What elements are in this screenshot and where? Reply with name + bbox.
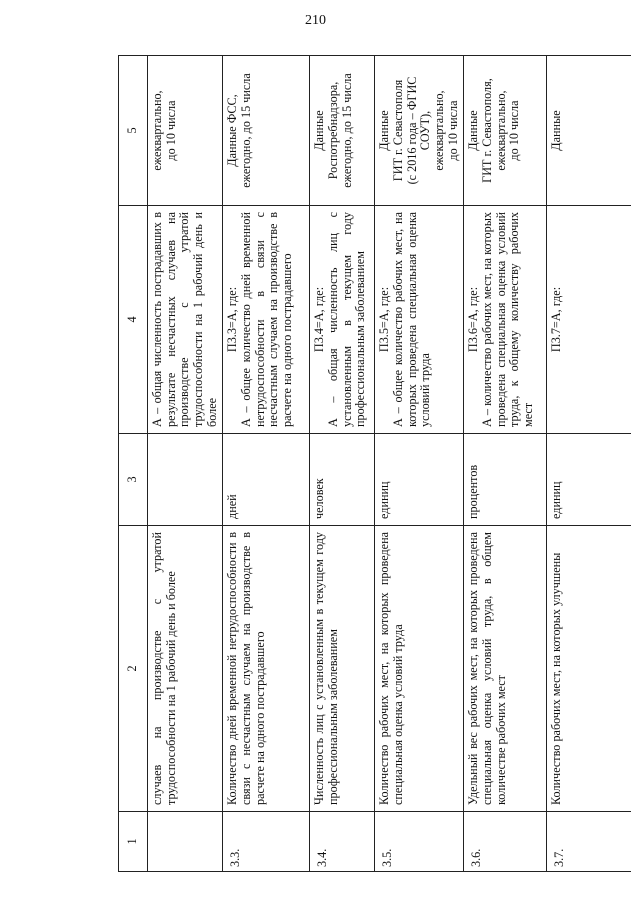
formula-cell [310,206,375,434]
source-line: Данные [466,110,481,151]
source-line: до 10 числа [507,100,522,161]
source-line: Данные ФСС, [225,94,240,167]
formula-cell [547,206,631,434]
source-line: ежегодно, до 15 числа [238,73,253,188]
row-number: 3.6. [464,812,547,872]
formula-desc: А – общая численность лиц с установленным в текущем году профессиональным заболеванием [325,212,368,427]
source-cell [223,56,310,206]
unit-cell [148,434,223,526]
formula-desc: А – общая численность пострадавших в результате несчастных случаев на производстве с утратой трудоспособности на 1 рабочий день и более [150,212,219,427]
source-line: до 10 числа [163,100,178,161]
indicator-cell: Численность лиц с установленным в текущем году профессиональным заболеванием [310,526,375,812]
formula-title: П3.5=А, где: [377,286,392,353]
indicator-cell: Количество рабочих мест, на которых проведена специальная оценка условий труда [375,526,464,812]
source-cell [148,56,223,206]
source-line: Роспотребнадзора, [325,81,340,180]
source-line: ежеквартально, [493,90,508,171]
rotated-table-frame [118,56,604,872]
page-number: 210 [305,13,326,28]
table-row [375,56,464,872]
source-line: ГИТ г. Севастополя, [479,78,494,183]
table-row [464,56,547,872]
unit-cell: дней [223,434,310,526]
indicator-cell: Количество дней временной нетрудоспособности в связи с несчастным случаем на производстве в расчете на одного пострадавшего [223,526,310,812]
header-col-3: 3 [119,434,148,526]
source-line: Данные [549,110,564,151]
row-number: 3.7. [547,812,631,872]
formula-title: П3.7=А, где: [549,286,564,353]
source-line: (с 2016 года – ФГИС [404,76,419,185]
header-col-5: 5 [119,56,148,206]
source-cell [547,56,631,206]
formula-desc: А – общее количество рабочих мест, на которых проведена специальная оценка условий труда [390,212,433,427]
source-line: Данные [312,110,327,151]
source-line: Данные [377,110,392,151]
formula-cell [223,206,310,434]
rotated-table-content [118,56,604,872]
unit-cell: единиц [547,434,631,526]
formula-cell [464,206,547,434]
unit-cell: единиц [375,434,464,526]
source-line: до 10 числа [445,100,460,161]
table-row [148,56,223,872]
formula-title: П3.6=А, где: [466,286,481,353]
table-header-row [119,56,148,872]
row-number: 3.4. [310,812,375,872]
header-col-4: 4 [119,206,148,434]
indicators-table [118,55,631,872]
source-cell [464,56,547,206]
indicator-cell: Удельный вес рабочих мест, на которых проведена специальная оценка условий труда, в общем количестве рабочих мест [464,526,547,812]
indicator-cell: случаев на производстве с утратой трудоспособности на 1 рабочий день и более [148,526,223,812]
unit-cell: человек [310,434,375,526]
table-row [547,56,631,872]
header-col-1: 1 [119,812,148,872]
unit-cell: процентов [464,434,547,526]
source-cell [310,56,375,206]
source-line: ежегодно, до 15 числа [339,73,354,188]
formula-title: П3.4=А, где: [312,286,327,353]
source-line: ГИТ г. Севастополя [390,79,405,182]
formula-cell [148,206,223,434]
source-line: ежеквартально, [431,90,446,171]
formula-desc: А – общее количество дней временной нетрудоспособности в связи с несчастным случаем на производстве в расчете на одного пострадавшего [238,212,294,427]
formula-title: П3.3=А, где: [225,286,240,353]
row-number [148,812,223,872]
header-col-2: 2 [119,526,148,812]
source-line: СОУТ), [418,110,433,151]
source-cell [375,56,464,206]
indicator-cell: Количество рабочих мест, на которых улучшены [547,526,631,812]
formula-cell [375,206,464,434]
source-line: ежеквартально, [150,90,164,171]
table-row [223,56,310,872]
table-row [310,56,375,872]
row-number: 3.3. [223,812,310,872]
row-number: 3.5. [375,812,464,872]
formula-desc: А – количество рабочих мест, на которых проведена специальная оценка условий труда, к общему количеству рабочих мест [479,212,535,427]
